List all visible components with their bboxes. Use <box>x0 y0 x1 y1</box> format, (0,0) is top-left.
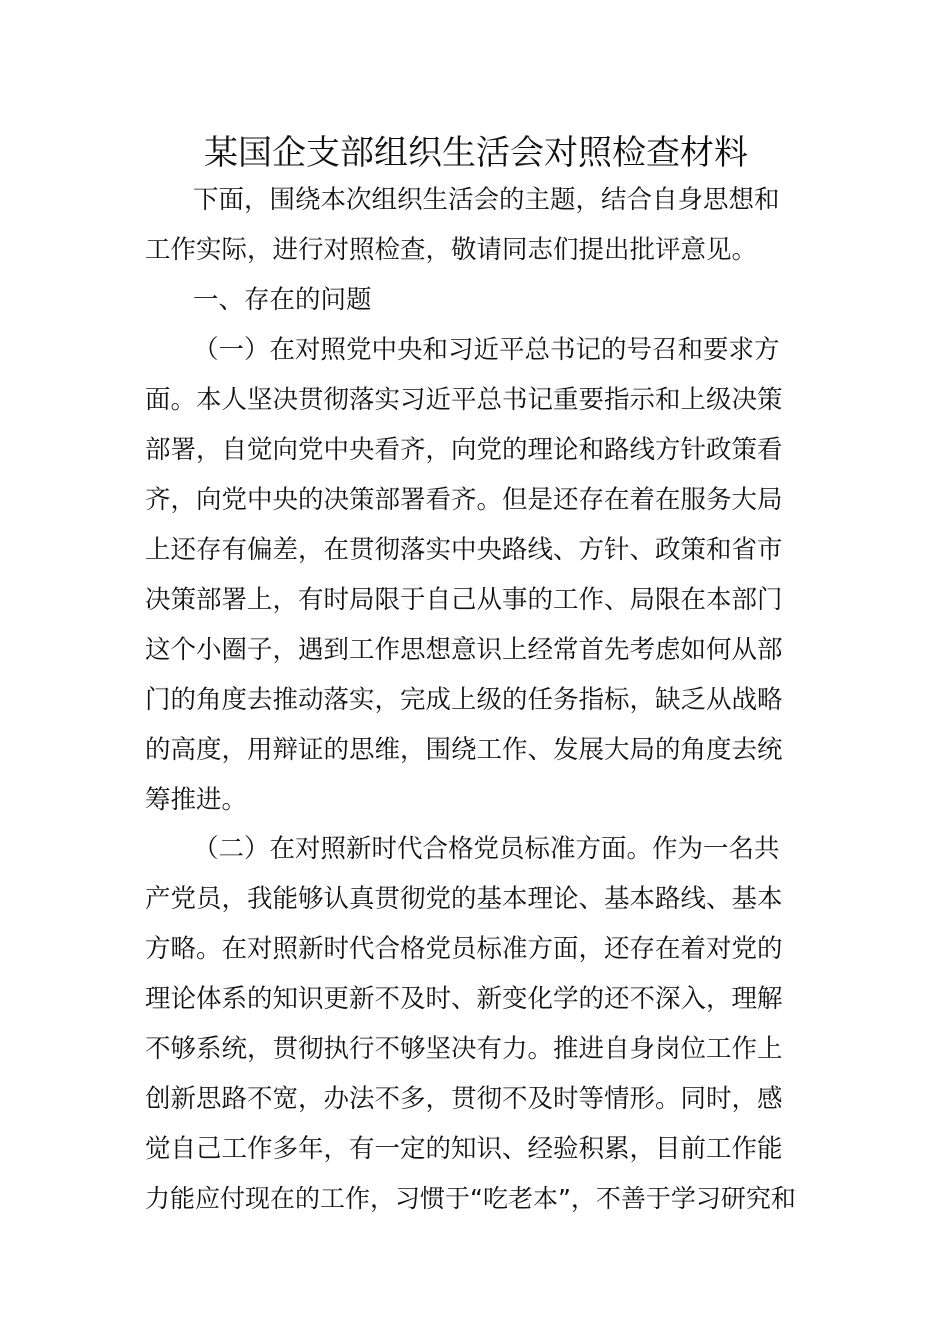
paragraph-line: 觉自己工作多年，有一定的知识、经验积累，目前工作能 <box>145 1134 783 1164</box>
intro-line: 下面，围绕本次组织生活会的主题，结合自身思想和 <box>193 185 780 215</box>
paragraph-line: 方略。在对照新时代合格党员标准方面，还存在着对党的 <box>145 934 783 964</box>
paragraph-line: 部署，自觉向党中央看齐，向党的理论和路线方针政策看 <box>145 435 783 465</box>
paragraph-line: 不够系统，贯彻执行不够坚决有力。推进自身岗位工作上 <box>145 1034 783 1064</box>
paragraph-line: （一）在对照党中央和习近平总书记的号召和要求方 <box>193 335 780 365</box>
paragraph-line: 理论体系的知识更新不及时、新变化学的还不深入，理解 <box>145 984 783 1014</box>
paragraph-line: 的高度，用辩证的思维，围绕工作、发展大局的角度去统 <box>145 735 783 765</box>
paragraph-line: 创新思路不宽，办法不多，贯彻不及时等情形。同时，感 <box>145 1084 783 1114</box>
paragraph-line: 上还存有偏差，在贯彻落实中央路线、方针、政策和省市 <box>145 535 783 565</box>
section-heading: 一、存在的问题 <box>193 285 372 315</box>
paragraph-line: 决策部署上，有时局限于自己从事的工作、局限在本部门 <box>145 585 783 615</box>
paragraph-line: 筹推进。 <box>145 785 248 815</box>
paragraph-line: 面。本人坚决贯彻落实习近平总书记重要指示和上级决策 <box>145 385 783 415</box>
paragraph-line: 这个小圈子，遇到工作思想意识上经常首先考虑如何从部 <box>145 635 783 665</box>
paragraph-line: 力能应付现在的工作，习惯于“吃老本”，不善于学习研究和 <box>145 1184 796 1213</box>
paragraph-line: 门的角度去推动落实，完成上级的任务指标，缺乏从战略 <box>145 685 783 715</box>
intro-line: 工作实际，进行对照检查，敬请同志们提出批评意见。 <box>145 235 758 265</box>
document-title: 某国企支部组织生活会对照检查材料 <box>204 133 748 173</box>
paragraph-line: 产党员，我能够认真贯彻党的基本理论、基本路线、基本 <box>145 884 783 914</box>
paragraph-line: （二）在对照新时代合格党员标准方面。作为一名共 <box>193 834 780 864</box>
paragraph-line: 齐，向党中央的决策部署看齐。但是还存在着在服务大局 <box>145 485 783 515</box>
